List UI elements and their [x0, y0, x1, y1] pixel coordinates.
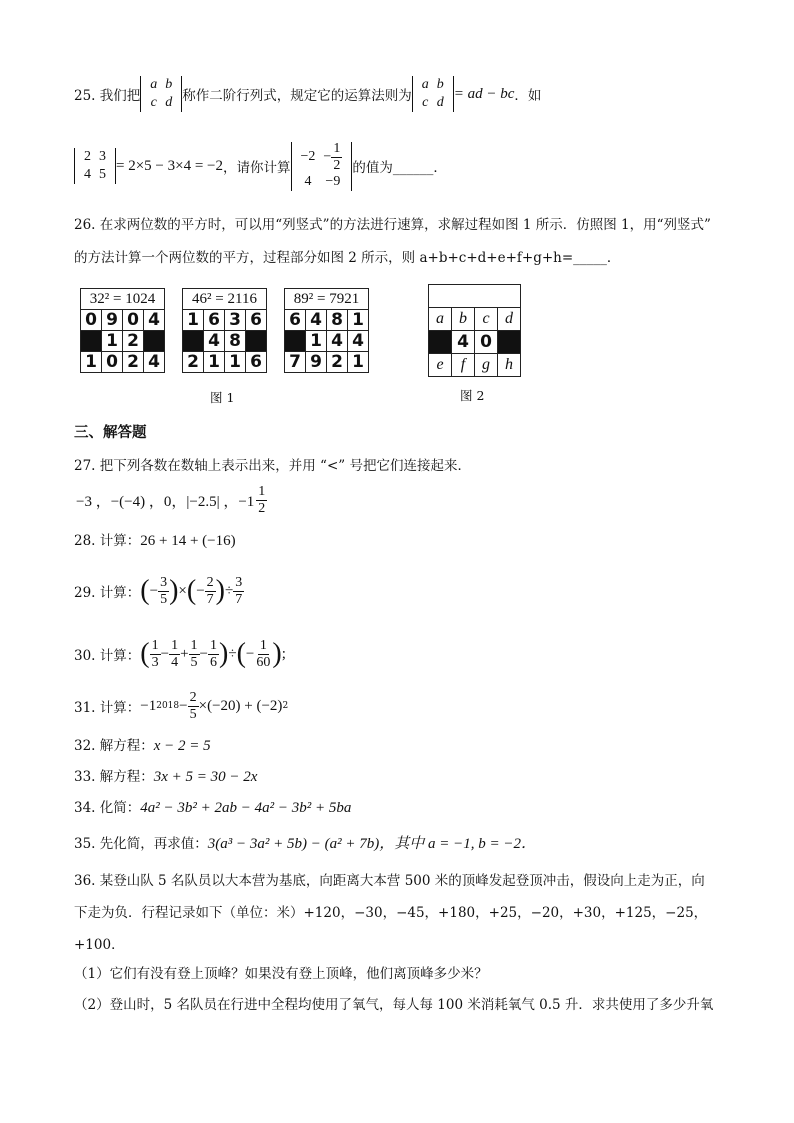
q25-example-result: = 2×5 − 3×4 = −2: [116, 157, 224, 174]
q35: 35. 先化简，再求值：3(a³ − 3a² + 5b) − (a² + 7b)，其中 a = −1, b = −2．: [74, 836, 536, 852]
section-heading: 三、解答题: [74, 424, 147, 441]
fig1-grid-46: 46² = 2116 1 6 3 6 4 8 2 1 1 6: [182, 288, 267, 373]
fig2-caption: 图 2: [460, 388, 485, 403]
q33: 33. 解方程：3x + 5 = 30 − 2x: [74, 769, 258, 785]
q26-line1: 26. 在求两位数的平方时，可以用“列竖式”的方法进行速算，求解过程如图 1 所示．仿照图 1，用“列竖式”: [74, 217, 711, 233]
q27-numbers: −3 ，−(−4) ，0，|−2.5| ，−1 $\frac{1}{2}$: [76, 483, 266, 516]
determinant-abcd: a b c d: [140, 76, 182, 112]
q25-end: ．如: [514, 88, 542, 104]
q28: 28. 计算：26 + 14 + (−16): [74, 533, 236, 549]
q26-line2: 的方法计算一个两位数的平方，过程部分如图 2 所示，则 a+b+c+d+e+f+g+h=_____．: [74, 250, 621, 266]
q30: 30. 计算： ( $\frac{1}{3}$ − $\frac{1}{4}$ + $\frac{1}{5}$ − $\frac{1}{6}$ ) ÷ ( − $\frac{1}{60}$ ) ;: [74, 637, 286, 670]
fig1-grid-32: 32² = 1024 0 9 0 4 1 2 1 0 2 4: [80, 288, 165, 373]
fig1-grid-89: 89² = 7921 6 4 8 1 1 4 4 7 9 2 1: [284, 288, 369, 373]
q36-sub1: （1）它们有没有登上顶峰？如果没有登上顶峰，他们离顶峰多少米？: [74, 966, 488, 982]
q36-line2: 下走为负．行程记录如下（单位：米）+120，−30，−45，+180，+25，−20，+30，+125，−25，: [74, 905, 708, 921]
q34: 34. 化简：4a² − 3b² + 2ab − 4a² − 3b² + 5ba: [74, 800, 352, 816]
fig2-grid: a b c d 4 0 e f g h: [428, 284, 521, 377]
q36-line1: 36. 某登山队 5 名队员以大本营为基底，向距离大本营 500 米的顶峰发起登顶冲击，假设向上走为正，向: [74, 873, 705, 889]
q31: 31. 计算： −1 2018 − $\frac{2}{5}$ ×(−20) + (−2) 2: [74, 689, 289, 722]
determinant-example: 2 3 4 5: [74, 148, 116, 184]
q25-ask: ，请你计算: [223, 160, 291, 176]
fig1-caption: 图 1: [210, 390, 235, 405]
q25-label: 25. 我们把: [74, 88, 141, 104]
q27-line1: 27. 把下列各数在数轴上表示出来，并用 “<” 号把它们连接起来．: [74, 458, 471, 474]
q36-line3: +100．: [74, 937, 125, 953]
q25-rule: = ad − bc: [453, 85, 515, 102]
q25-tail: 的值为______．: [352, 160, 447, 176]
q36-sub2: （2）登山时，5 名队员在行进中全程均使用了氧气，每人每 100 米消耗氧气 0.5 升．求共使用了多少升氧: [74, 997, 714, 1013]
determinant-abcd-rule: a b c d: [412, 76, 454, 112]
q25-mid-text: 称作二阶行列式，规定它的运算法则为: [182, 88, 412, 104]
q32: 32. 解方程：x − 2 = 5: [74, 738, 211, 754]
q29: 29. 计算： ( − $\frac{3}{5}$ ) × ( − $\frac{2}{7}$ ) ÷ $\frac{3}{7}$: [74, 574, 243, 607]
q25-line1: [74, 74, 541, 114]
q25-line2: [74, 136, 447, 196]
determinant-compute: −2 − $\frac{1}{2}$ 4 −9: [291, 142, 353, 191]
